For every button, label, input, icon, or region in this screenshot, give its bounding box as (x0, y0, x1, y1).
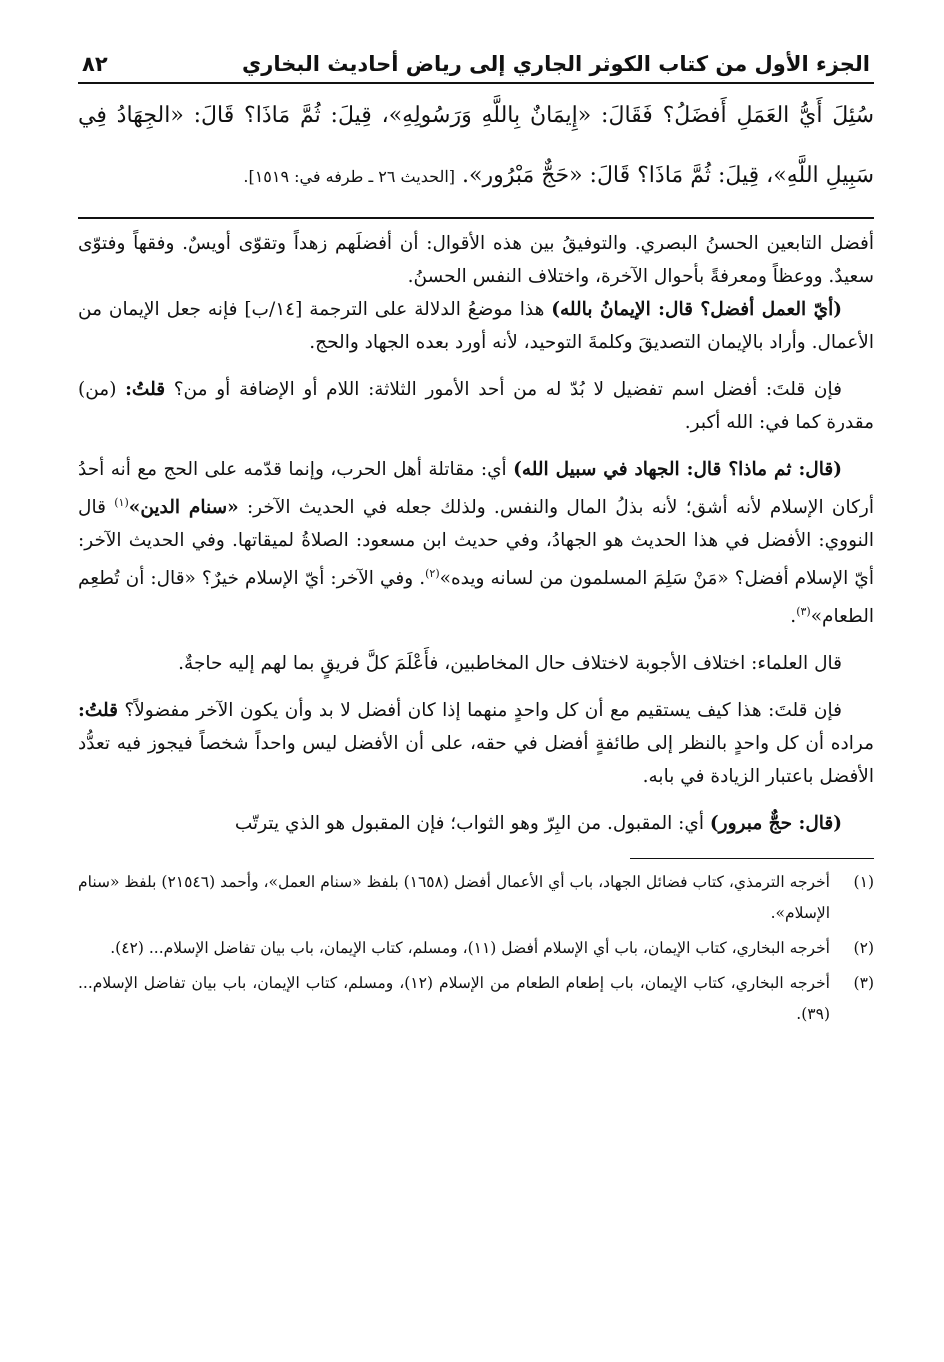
paragraph-4-quote: «سنام الدين» (128, 497, 239, 519)
paragraph-2 (78, 293, 874, 359)
running-title: الجزء الأول من كتاب الكوثر الجاري إلى رياض أحاديث البخاري (241, 52, 870, 76)
section-divider (78, 217, 874, 219)
paragraph-4-text-a: أي: مقاتلة أهل الحرب، وإنما قدّمه على الحج مع أنه أحدُ أركان الإسلام لأنه أشق؛ لأنه بذلُ المال والنفس. ولذلك جعله في الحديث الآخر: (78, 459, 874, 519)
paragraph-4-text-b: قال النووي: الأفضل في هذا الحديث هو الجهادُ، وفي حديث ابن مسعود: الصلاةُ لميقاتها. وفي الحديث الآخر: أيّ الإسلام أفضل؟ «مَنْ سَلِمَ المسلمون من لسانه ويده» (78, 497, 874, 590)
footnotes (78, 867, 874, 1030)
footnote-number: (٢) (853, 939, 874, 958)
paragraph-4-text-c: . وفي الآخر: أيّ الإسلام خيرٌ؟ «قال: أن تُطعِم الطعام» (78, 568, 874, 628)
footnote-3 (78, 968, 874, 1030)
paragraph-2-text: هذا موضعُ الدلالة على الترجمة [١٤/ب] فإنه جعل الإيمان من الأعمال. وأراد بالإيمان التصديقَ وكلمةَ التوحيد، لأنه أورد بعده الجهاد والحج. (78, 299, 874, 353)
paragraph-3-answer: (من) مقدرة كما في: الله أكبر. (78, 379, 874, 433)
paragraph-3-answer-label: قلتُ: (125, 379, 166, 400)
paragraph-7-heading: (قال: حجٌّ مبرور) (709, 813, 842, 835)
footnote-text: أخرجه البخاري، كتاب الإيمان، باب أي الإسلام أفضل (١١)، ومسلم، كتاب الإيمان، باب بيان تفاضل الإسلام... (٤٢). (110, 939, 830, 958)
hadith-text (78, 86, 874, 207)
footnote-number: (٣) (853, 974, 874, 993)
paragraph-7 (78, 807, 874, 840)
paragraph-7-text: أي: المقبول. من البِرّ وهو الثواب؛ فإن المقبول هو الذي يترتّب (234, 813, 710, 835)
footnote-ref-2: (٢) (425, 567, 440, 581)
paragraph-5-text: قال العلماء: اختلاف الأجوبة لاختلاف حال المخاطبين، فأَعْلَمَ كلَّ فريقٍ بما لهم إليه حاجةٌ. (178, 653, 842, 675)
footnote-number: (١) (853, 873, 874, 892)
paragraph-4 (78, 453, 874, 633)
footnote-text: أخرجه البخاري، كتاب الإيمان، باب إطعام الطعام من الإسلام (١٢)، ومسلم، كتاب الإيمان، باب بيان تفاضل الإسلام... (٣٩). (78, 974, 830, 1024)
footnote-divider (630, 858, 874, 859)
paragraph-4-heading: (قال: ثم ماذا؟ قال: الجهاد في سبيل الله) (513, 459, 842, 480)
paragraph-6-answer-label: قلتُ: (78, 700, 118, 722)
book-page (78, 52, 874, 1034)
paragraph-4-text-d: . (790, 606, 797, 628)
commentary (78, 227, 874, 840)
paragraph-1-text: أفضل التابعين الحسنُ البصري. والتوفيقُ بين هذه الأقوال: أن أفضلَهم زهداً وتقوّى أويسٌ. وفقهاً وفتوّى سعيدٌ. ووعظاً ومعرفةً بأحوال الآخرة، واختلاف النفس الحسنُ. (78, 233, 874, 287)
page-header (78, 52, 874, 84)
paragraph-3-question: فإن قلتَ: أفضل اسم تفضيل لا بُدّ له من أحد الأمور الثلاثة: اللام أو الإضافة أو من؟ (165, 379, 842, 400)
paragraph-6 (78, 694, 874, 793)
paragraph-6-question: فإن قلتَ: هذا كيف يستقيم مع أن كل واحدٍ منهما إذا كان أفضل لا بد وأن يكون الآخر مفضولاً؟ (117, 700, 842, 722)
hadith-body: سُئِلَ أَيُّ العَمَلِ أَفضَلُ؟ فَقَالَ: «إِيمَانٌ بِاللَّهِ وَرَسُولِهِ»، قِيلَ: ثُمَّ مَاذَا؟ قَالَ: «الجِهَادُ فِي سَبِيلِ اللَّهِ»، قِيلَ: ثُمَّ مَاذَا؟ قَالَ: «حَجٌّ مَبْرُور». (78, 103, 874, 188)
paragraph-2-heading: (أيّ العمل أفضل؟ قال: الإيمانُ بالله) (551, 299, 843, 320)
paragraph-5 (78, 647, 874, 680)
footnote-1 (78, 867, 874, 929)
footnote-ref-1: (١) (114, 496, 129, 509)
page-number: ٨٢ (82, 52, 108, 76)
paragraph-1 (78, 227, 874, 293)
footnote-text: أخرجه الترمذي، كتاب فضائل الجهاد، باب أي الأعمال أفضل (١٦٥٨) بلفظ «سنام العمل»، وأحمد (٢١٥٤٦) بلفظ «سنام الإسلام». (78, 873, 830, 923)
footnote-ref-3: (٣) (796, 605, 811, 619)
paragraph-6-answer: مراده أن كل واحدٍ بالنظر إلى طائفةٍ أفضل في حقه، على أن الأفضل ليس واحداً شخصاً فيجوز فيه تعدُّد الأفضل باعتبار الزيادة في بابه. (78, 733, 874, 788)
footnote-2 (78, 933, 874, 964)
paragraph-3 (78, 373, 874, 439)
hadith-reference: [الحديث ٢٦ ـ طرفه في: ١٥١٩]. (243, 167, 456, 186)
